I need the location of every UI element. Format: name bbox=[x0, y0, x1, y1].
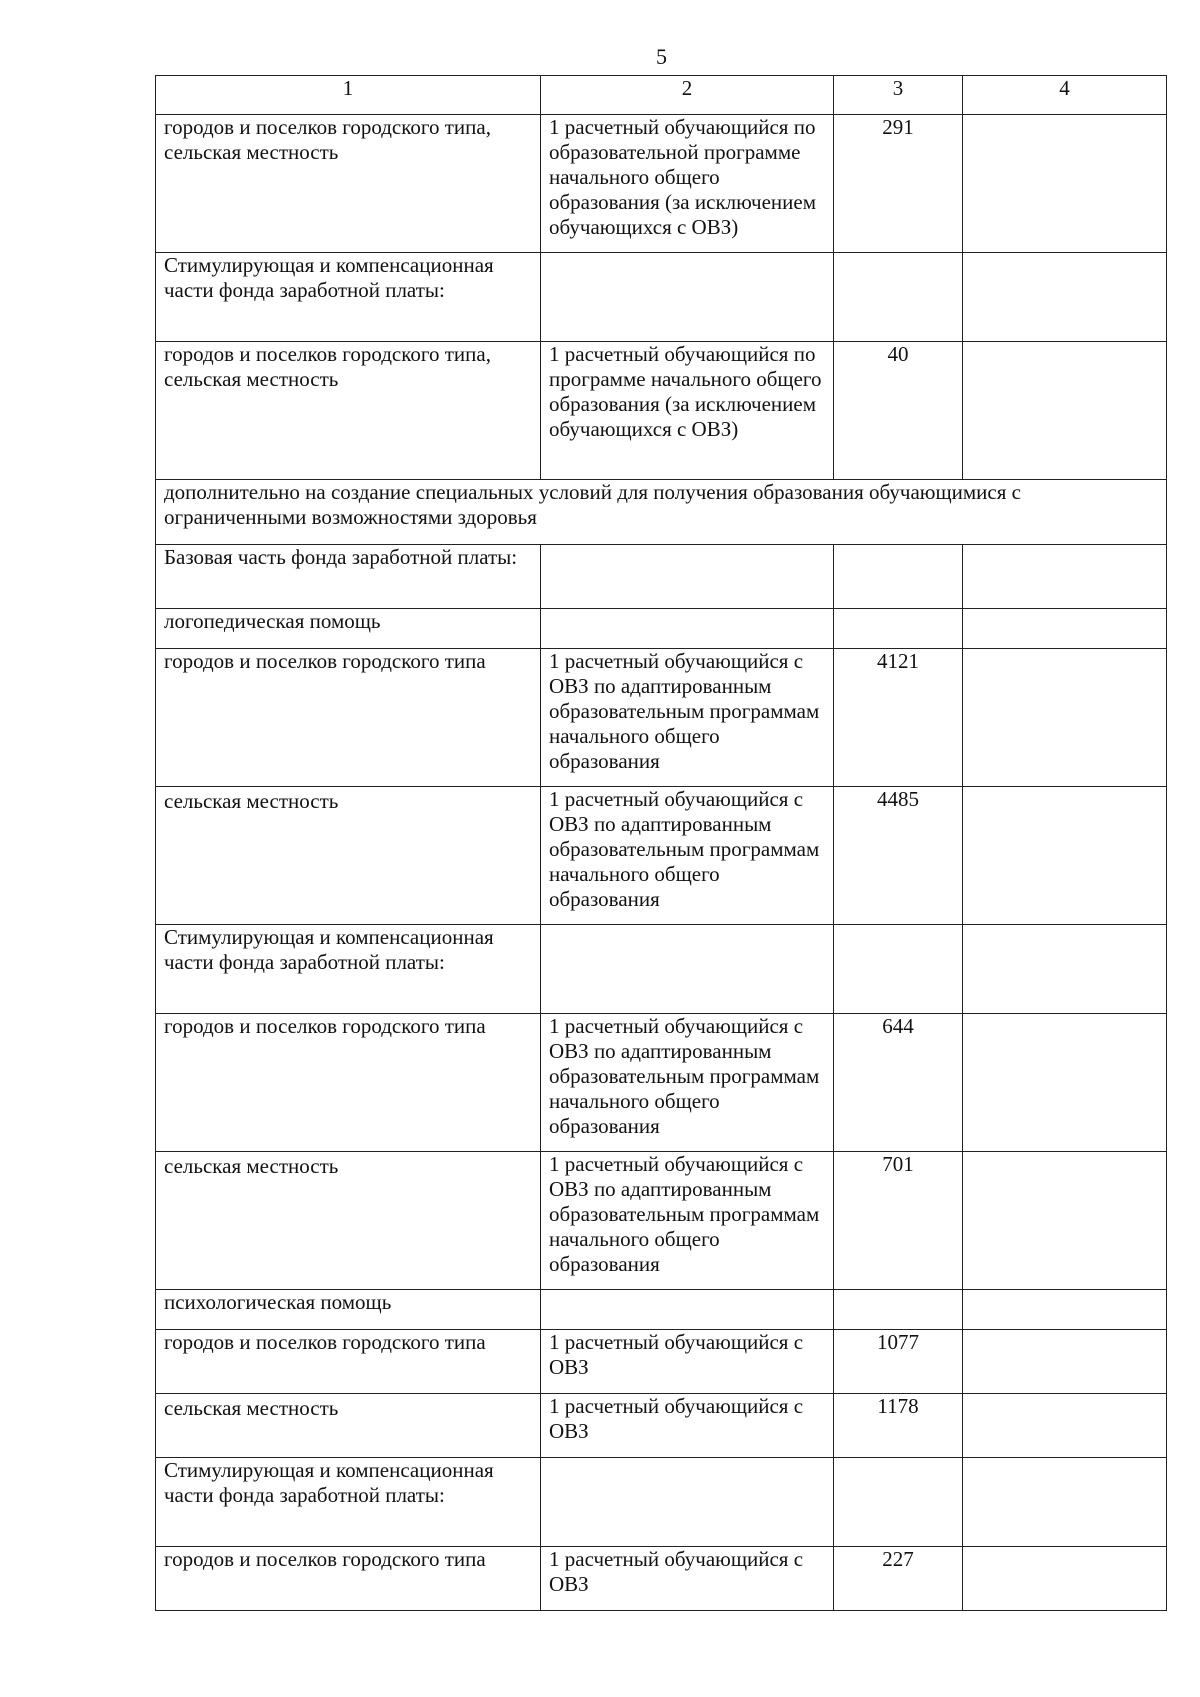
table-row bbox=[156, 1290, 1167, 1330]
norm-value-cell: 1077 bbox=[834, 1330, 963, 1394]
category-cell: городов и поселков городского типа, сельская местность bbox=[156, 342, 541, 480]
category-cell: Стимулирующая и компенсационная части фонда заработной платы: bbox=[156, 1458, 541, 1547]
norm-value-cell: 40 bbox=[834, 342, 963, 480]
category-cell: психологическая помощь bbox=[156, 1290, 541, 1330]
unit-cell bbox=[541, 545, 834, 609]
note-cell bbox=[963, 1290, 1167, 1330]
category-cell: логопедическая помощь bbox=[156, 609, 541, 649]
norms-table bbox=[155, 75, 1167, 1611]
norm-value-cell bbox=[834, 925, 963, 1014]
unit-cell bbox=[541, 1458, 834, 1547]
note-cell bbox=[963, 545, 1167, 609]
norm-value-cell bbox=[834, 545, 963, 609]
note-cell bbox=[963, 609, 1167, 649]
norm-value-cell bbox=[834, 1458, 963, 1547]
norm-value-cell bbox=[834, 609, 963, 649]
note-cell bbox=[963, 1152, 1167, 1290]
note-cell bbox=[963, 1394, 1167, 1458]
category-cell: Стимулирующая и компенсационная части фонда заработной платы: bbox=[156, 253, 541, 342]
table-row bbox=[156, 1152, 1167, 1290]
category-cell: городов и поселков городского типа bbox=[156, 1547, 541, 1611]
category-cell: Базовая часть фонда заработной платы: bbox=[156, 545, 541, 609]
table-row bbox=[156, 1330, 1167, 1394]
note-cell bbox=[963, 342, 1167, 480]
norm-value-cell: 644 bbox=[834, 1014, 963, 1152]
column-number-header-row bbox=[156, 76, 1167, 115]
column-header: 3 bbox=[834, 76, 963, 115]
section-heading-cell: дополнительно на создание специальных условий для получения образования обучающимися с ограниченными возможностями здоровья bbox=[156, 480, 1167, 545]
category-cell: городов и поселков городского типа bbox=[156, 1014, 541, 1152]
unit-cell: 1 расчетный обучающийся с ОВЗ bbox=[541, 1330, 834, 1394]
unit-cell: 1 расчетный обучающийся по программе начального общего образования (за исключением обучающихся с ОВЗ) bbox=[541, 342, 834, 480]
unit-cell: 1 расчетный обучающийся с ОВЗ по адаптированным образовательным программам начального общего образования bbox=[541, 649, 834, 787]
table-row bbox=[156, 925, 1167, 1014]
unit-cell bbox=[541, 609, 834, 649]
note-cell bbox=[963, 115, 1167, 253]
note-cell bbox=[963, 1547, 1167, 1611]
norm-value-cell: 701 bbox=[834, 1152, 963, 1290]
column-header: 4 bbox=[963, 76, 1167, 115]
table-row bbox=[156, 115, 1167, 253]
unit-cell: 1 расчетный обучающийся с ОВЗ bbox=[541, 1547, 834, 1611]
table-row bbox=[156, 1014, 1167, 1152]
column-header: 2 bbox=[541, 76, 834, 115]
category-cell: Стимулирующая и компенсационная части фонда заработной платы: bbox=[156, 925, 541, 1014]
category-cell: сельская местность bbox=[156, 787, 541, 925]
table-row bbox=[156, 787, 1167, 925]
category-cell: городов и поселков городского типа bbox=[156, 1330, 541, 1394]
unit-cell: 1 расчетный обучающийся с ОВЗ по адаптированным образовательным программам начального общего образования bbox=[541, 1014, 834, 1152]
norm-value-cell: 1178 bbox=[834, 1394, 963, 1458]
note-cell bbox=[963, 925, 1167, 1014]
norm-value-cell: 227 bbox=[834, 1547, 963, 1611]
table-row bbox=[156, 649, 1167, 787]
unit-cell: 1 расчетный обучающийся с ОВЗ по адаптированным образовательным программам начального общего образования bbox=[541, 787, 834, 925]
table-row bbox=[156, 342, 1167, 480]
table-row bbox=[156, 1458, 1167, 1547]
table-row bbox=[156, 545, 1167, 609]
column-header: 1 bbox=[156, 76, 541, 115]
norm-value-cell: 291 bbox=[834, 115, 963, 253]
note-cell bbox=[963, 649, 1167, 787]
unit-cell bbox=[541, 925, 834, 1014]
note-cell bbox=[963, 1330, 1167, 1394]
category-cell: городов и поселков городского типа, сельская местность bbox=[156, 115, 541, 253]
category-cell: городов и поселков городского типа bbox=[156, 649, 541, 787]
unit-cell bbox=[541, 253, 834, 342]
category-cell: сельская местность bbox=[156, 1152, 541, 1290]
unit-cell: 1 расчетный обучающийся с ОВЗ bbox=[541, 1394, 834, 1458]
norm-value-cell: 4485 bbox=[834, 787, 963, 925]
note-cell bbox=[963, 787, 1167, 925]
table-row bbox=[156, 253, 1167, 342]
page-number: 5 bbox=[656, 44, 667, 69]
unit-cell: 1 расчетный обучающийся с ОВЗ по адаптированным образовательным программам начального общего образования bbox=[541, 1152, 834, 1290]
norm-value-cell bbox=[834, 253, 963, 342]
category-cell: сельская местность bbox=[156, 1394, 541, 1458]
note-cell bbox=[963, 1014, 1167, 1152]
unit-cell bbox=[541, 1290, 834, 1330]
note-cell bbox=[963, 1458, 1167, 1547]
norm-value-cell bbox=[834, 1290, 963, 1330]
table-row bbox=[156, 1394, 1167, 1458]
norm-value-cell: 4121 bbox=[834, 649, 963, 787]
table-row bbox=[156, 1547, 1167, 1611]
table-row bbox=[156, 609, 1167, 649]
table-row-section-heading bbox=[156, 480, 1167, 545]
note-cell bbox=[963, 253, 1167, 342]
unit-cell: 1 расчетный обучающийся по образовательной программе начального общего образования (за исключением обучающихся с ОВЗ) bbox=[541, 115, 834, 253]
